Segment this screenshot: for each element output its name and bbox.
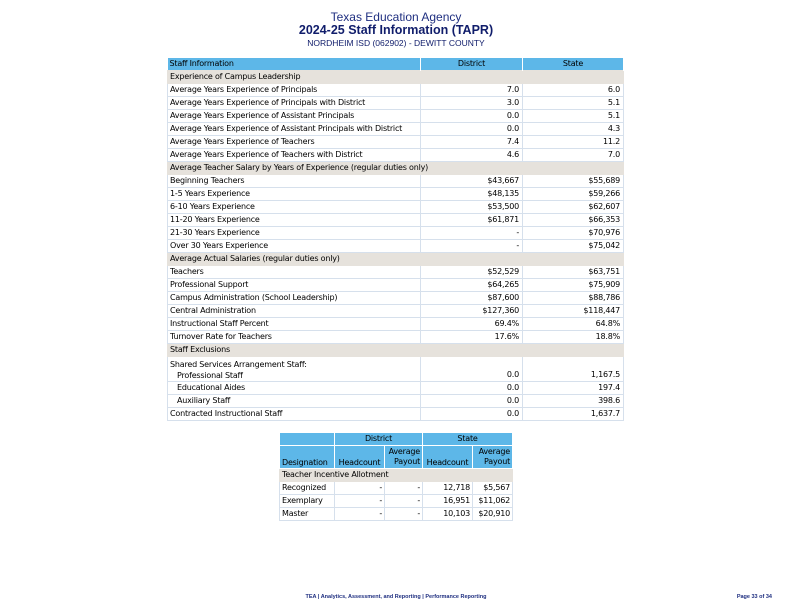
state-value: $66,353 [523,214,624,227]
row-label: 21-30 Years Experience [168,227,421,240]
state-value: 6.0 [523,84,624,97]
column-header-district: District [421,58,523,71]
row-label: Average Years Experience of Principals with District [168,97,421,110]
table-row [168,408,624,421]
row-label: Average Years Experience of Assistant Principals [168,110,421,123]
state-value: $59,266 [523,188,624,201]
state-value: $88,786 [523,292,624,305]
row-label: Average Years Experience of Assistant Principals with District [168,123,421,136]
district-value: 0.0 [421,408,523,421]
column-header-row [280,446,513,469]
row-label: Average Years Experience of Principals [168,84,421,97]
section-title: Experience of Campus Leadership [168,71,624,84]
table-row [280,495,513,508]
row-label: Instructional Staff Percent [168,318,421,331]
section-title: Teacher Incentive Allotment [280,469,513,482]
table-row [168,382,624,395]
table-row [168,395,624,408]
table-row [168,97,624,110]
state-value: 197.4 [523,382,624,395]
state-value: $75,042 [523,240,624,253]
district-value: $61,871 [421,214,523,227]
table-row [280,482,513,495]
district-value: 0.0 [421,357,523,382]
state-value: 1,167.5 [523,357,624,382]
district-value: 17.6% [421,331,523,344]
table-row [168,227,624,240]
row-label: Teachers [168,266,421,279]
row-label: Over 30 Years Experience [168,240,421,253]
state-value: 5.1 [523,97,624,110]
column-header-district-average-payout [385,446,423,469]
district-value: 69.4% [421,318,523,331]
section-header [280,469,513,482]
state-headcount: 16,951 [423,495,473,508]
table-row [168,318,624,331]
district-value: 3.0 [421,97,523,110]
table-row [168,175,624,188]
state-headcount: 12,718 [423,482,473,495]
designation: Master [280,508,335,521]
group-label: Shared Services Arrangement Staff: [170,360,307,369]
section-header [168,162,624,175]
teacher-incentive-allotment-table [279,432,513,521]
district-value: 0.0 [421,123,523,136]
designation: Recognized [280,482,335,495]
district-value: - [421,240,523,253]
district-headcount: - [335,508,385,521]
district-value: $64,265 [421,279,523,292]
table-header-row [168,58,624,71]
row-label: Average Years Experience of Teachers with District [168,149,421,162]
section-header [168,253,624,266]
row-label: Campus Administration (School Leadership) [168,292,421,305]
state-value: 398.6 [523,395,624,408]
district-payout: - [385,495,423,508]
row-label: Turnover Rate for Teachers [168,331,421,344]
state-value: $118,447 [523,305,624,318]
section-header [168,344,624,357]
column-header-state: State [523,58,624,71]
district-value: 7.4 [421,136,523,149]
state-value: 64.8% [523,318,624,331]
section-title: Average Teacher Salary by Years of Experience (regular duties only) [168,162,624,175]
district-subtitle: NORDHEIM ISD (062902) - DEWITT COUNTY [307,38,485,48]
column-header-staff-information: Staff Information [168,58,421,71]
empty-header [280,433,335,446]
group-header-district: District [335,433,423,446]
column-header-district-headcount: Headcount [335,446,385,469]
table-row [168,149,624,162]
row-label: Educational Aides [168,382,421,395]
district-payout: - [385,482,423,495]
header-line-1: Average [478,447,511,456]
table-row [168,123,624,136]
state-payout: $5,567 [473,482,513,495]
table-row [168,240,624,253]
district-value: $48,135 [421,188,523,201]
table-row [168,279,624,292]
row-label: Professional Support [168,279,421,292]
district-value: - [421,227,523,240]
table-row [168,84,624,97]
state-value: 7.0 [523,149,624,162]
state-value: $75,909 [523,279,624,292]
district-headcount: - [335,495,385,508]
header-line-2: Payout [394,457,421,466]
district-value: $52,529 [421,266,523,279]
state-value: $55,689 [523,175,624,188]
state-payout: $20,910 [473,508,513,521]
header-line-2: Payout [484,457,511,466]
row-label: Central Administration [168,305,421,318]
state-value: 5.1 [523,110,624,123]
page-footer: TEA | Analytics, Assessment, and Reporting | Performance Reporting [305,594,487,600]
state-value: 4.3 [523,123,624,136]
state-headcount: 10,103 [423,508,473,521]
column-header-state-average-payout [473,446,513,469]
column-header-state-headcount: Headcount [423,446,473,469]
state-value: $62,607 [523,201,624,214]
state-value: 11.2 [523,136,624,149]
report-title: 2024-25 Staff Information (TAPR) [298,23,494,37]
table-row [168,331,624,344]
row-label: Auxiliary Staff [168,395,421,408]
table-row [280,508,513,521]
district-value: 7.0 [421,84,523,97]
district-value: 0.0 [421,110,523,123]
table-row [168,292,624,305]
row-label: Average Years Experience of Teachers [168,136,421,149]
district-value: $53,500 [421,201,523,214]
table-row [168,357,624,382]
section-header [168,71,624,84]
district-value: $87,600 [421,292,523,305]
row-label: 1-5 Years Experience [168,188,421,201]
state-value: 18.8% [523,331,624,344]
agency-name: Texas Education Agency [330,10,462,24]
table-row [168,110,624,123]
state-value: $63,751 [523,266,624,279]
column-header-designation: Designation [280,446,335,469]
district-value: 4.6 [421,149,523,162]
staff-information-table [167,58,624,421]
district-payout: - [385,508,423,521]
row-label [168,357,421,382]
district-value: $43,667 [421,175,523,188]
state-payout: $11,062 [473,495,513,508]
section-title: Average Actual Salaries (regular duties only) [168,253,624,266]
row-label: 6-10 Years Experience [168,201,421,214]
group-header-row [280,433,513,446]
row-label-sub: Professional Staff [177,371,243,380]
state-value: $70,976 [523,227,624,240]
header-line-1: Average [388,447,421,456]
state-value: 1,637.7 [523,408,624,421]
table-row [168,266,624,279]
district-headcount: - [335,482,385,495]
section-title: Staff Exclusions [168,344,624,357]
district-value: $127,360 [421,305,523,318]
row-label: 11-20 Years Experience [168,214,421,227]
designation: Exemplary [280,495,335,508]
district-value: 0.0 [421,382,523,395]
district-value: 0.0 [421,395,523,408]
table-row [168,201,624,214]
table-row [168,214,624,227]
table-row [168,136,624,149]
table-row [168,305,624,318]
page-number: Page 33 of 34 [736,594,772,600]
group-header-state: State [423,433,513,446]
row-label: Beginning Teachers [168,175,421,188]
row-label: Contracted Instructional Staff [168,408,421,421]
table-row [168,188,624,201]
